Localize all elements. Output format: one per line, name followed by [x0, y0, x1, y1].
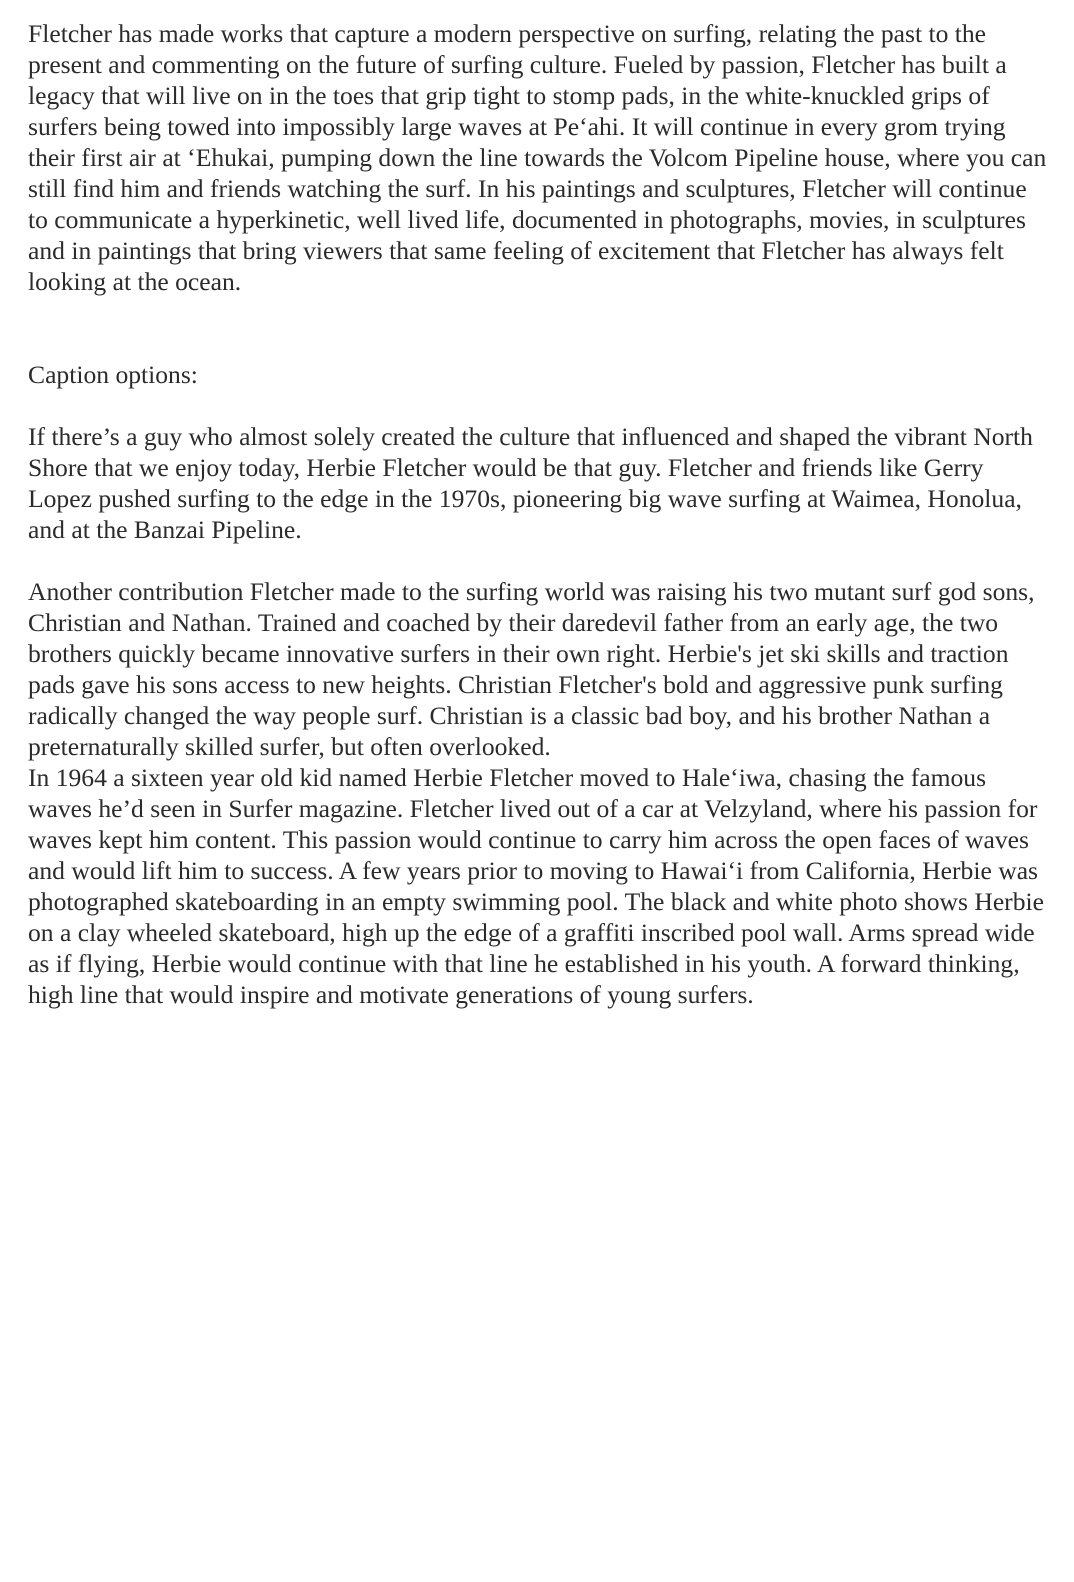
- intro-paragraph: Fletcher has made works that capture a modern perspective on surfing, relating the past to the present and commenting on the future of surfing culture. Fueled by passion, Fletcher has built a legacy that will live on in the toes that grip tight to stomp pads, in the white-knuckled grips of surfers being towed into impossibly large waves at Pe‘ahi. It will continue in every grom trying their first air at ‘Ehukai, pumping down the line towards the Volcom Pipeline house, where you can still find him and friends watching the surf. In his paintings and sculptures, Fletcher will continue to communicate a hyperkinetic, well lived life, documented in photographs, movies, in sculptures and in paintings that bring viewers that same feeling of excitement that Fletcher has always felt looking at the ocean.: [28, 19, 1047, 296]
- document-body: [28, 18, 1050, 1010]
- caption-heading: Caption options:: [28, 360, 198, 389]
- caption-option-1: If there’s a guy who almost solely created the culture that influenced and shaped the vibrant North Shore that we enjoy today, Herbie Fletcher would be that guy. Fletcher and friends like Gerry Lopez pushed surfing to the edge in the 1970s, pioneering big wave surfing at Waimea, Honolua, and at the Banzai Pipeline.: [28, 422, 1033, 544]
- caption-option-3: In 1964 a sixteen year old kid named Herbie Fletcher moved to Hale‘iwa, chasing the famous waves he’d seen in Surfer magazine. Fletcher lived out of a car at Velzyland, where his passion for waves kept him content. This passion would continue to carry him across the open faces of waves and would lift him to success. A few years prior to moving to Hawai‘i from California, Herbie was photographed skateboarding in an empty swimming pool. The black and white photo shows Herbie on a clay wheeled skateboard, high up the edge of a graffiti inscribed pool wall. Arms spread wide as if flying, Herbie would continue with that line he established in his youth. A forward thinking, high line that would inspire and motivate generations of young surfers.: [28, 763, 1044, 1009]
- paragraph-spacer: [28, 297, 1050, 359]
- caption-option-2: Another contribution Fletcher made to the surfing world was raising his two mutant surf god sons, Christian and Nathan. Trained and coached by their daredevil father from an early age, the two brothers quickly became innovative surfers in their own right. Herbie's jet ski skills and traction pads gave his sons access to new heights. Christian Fletcher's bold and aggressive punk surfing radically changed the way people surf. Christian is a classic bad boy, and his brother Nathan a preternaturally skilled surfer, but often overlooked.: [28, 577, 1035, 761]
- paragraph-spacer: [28, 390, 1050, 421]
- paragraph-spacer: [28, 545, 1050, 576]
